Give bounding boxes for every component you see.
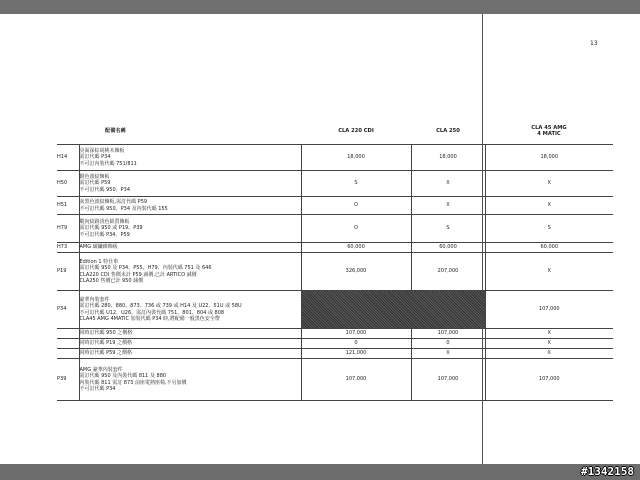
description-line: 灰黑色波紋飾板,需訂代碼 P59 <box>79 199 148 206</box>
option-description <box>79 171 301 197</box>
price-cell: 60,000 <box>411 243 485 253</box>
price-cell: 18,000 <box>411 145 485 171</box>
price-cell: X <box>485 349 613 359</box>
header-model-cla250: CLA 250 <box>411 118 485 145</box>
description-line: 需訂代碼 P34 <box>79 154 111 161</box>
description-line: AMG 豪華內裝套件 <box>79 366 123 373</box>
option-code: P19 <box>57 253 79 291</box>
table-row <box>57 329 613 339</box>
option-description <box>79 349 301 359</box>
table-row <box>57 197 613 215</box>
table-row <box>57 339 613 349</box>
table-row <box>57 349 613 359</box>
option-description <box>79 197 301 215</box>
description-line: AMG 碳纖維飾板 <box>79 244 118 251</box>
price-cell: 18,000 <box>485 145 613 171</box>
price-cell: X <box>485 329 613 339</box>
header-code <box>57 118 79 145</box>
option-description <box>79 243 301 253</box>
option-code: P34 <box>57 291 79 329</box>
description-line: 同時訂代碼 950 之價格 <box>79 330 133 337</box>
option-code: P39 <box>57 359 79 401</box>
price-cell: X <box>485 253 613 291</box>
price-cell: 207,000 <box>411 253 485 291</box>
description-line: 銀色波紋飾板 <box>79 173 110 180</box>
description-line: 需訂代碼 950 或 P19、P39 <box>79 225 143 232</box>
option-code <box>57 329 79 339</box>
table-row <box>57 253 613 291</box>
price-cell: 60,000 <box>485 243 613 253</box>
description-line: 縱向紋路淡色鋁質飾板 <box>79 218 130 225</box>
header-model-cla45amg <box>485 118 613 145</box>
price-cell: O <box>301 197 411 215</box>
description-line: CLA250 售價已計 950 減價 <box>79 277 144 284</box>
description-line: 不可訂代碼 950、P34 <box>79 186 131 193</box>
description-line: Edition 1 特仕車 <box>79 258 119 265</box>
description-line: 不可訂代碼 P34 <box>79 385 116 392</box>
option-code <box>57 339 79 349</box>
description-line: 需訂代碼 280、880、873、736 或 739 或 H14 及 U22、51U 或 58U <box>79 303 242 310</box>
price-cell: X <box>411 171 485 197</box>
description-line: 不可訂代碼 U12、U26、需訂內裝代碼 751、801、804 或 808 <box>79 309 225 316</box>
price-cell: 107,000 <box>301 329 411 339</box>
description-line: 不可訂代碼 P34、P59 <box>79 231 130 238</box>
price-cell: S <box>411 215 485 243</box>
description-line: 需訂代碼 950 及內裝代碼 811 及 880 <box>79 373 167 380</box>
table-row <box>57 291 613 329</box>
scan-bottom-strip <box>0 464 640 480</box>
watermark-id: #1342158 <box>581 465 634 478</box>
description-line: 同時訂代碼 P19 之價格 <box>79 340 133 347</box>
option-code: H51 <box>57 197 79 215</box>
price-cell: 107,000 <box>411 359 485 401</box>
price-cell: 107,000 <box>411 329 485 339</box>
price-cell: 107,000 <box>301 359 411 401</box>
price-cell: O <box>301 215 411 243</box>
option-description <box>79 359 301 401</box>
price-cell: X <box>411 197 485 215</box>
header-model-line: CLA 45 AMG <box>531 124 567 131</box>
price-cell: 18,000 <box>301 145 411 171</box>
description-line: CLA220 CDI 售價未計 P59 減價,已計 ARTICO 減價 <box>79 271 197 278</box>
option-code: H14 <box>57 145 79 171</box>
price-cell: 0 <box>301 339 411 349</box>
description-line: 內裝代碼 811 需訂 873 前座電熱座椅,不另加價 <box>79 379 187 386</box>
header-option-name: 配備名稱 <box>79 118 301 145</box>
price-cell: 0 <box>411 339 485 349</box>
price-cell: 60,000 <box>301 243 411 253</box>
description-line: 需訂代碼 950 及 P34、P55、H79、內裝代碼 751 及 646 <box>79 265 212 272</box>
table-row <box>57 215 613 243</box>
description-line: 豪華內裝套件 <box>79 296 110 303</box>
table-row <box>57 171 613 197</box>
options-price-table <box>57 118 613 401</box>
page-number: 13 <box>590 40 598 47</box>
price-cell: 107,000 <box>485 291 613 329</box>
price-cell: 121,000 <box>301 349 411 359</box>
table-header-row <box>57 118 613 145</box>
description-line: CLA45 AMG 4MATIC 加裝代碼 P34 時,將配備一般黑色安全帶 <box>79 315 220 322</box>
price-cell: X <box>485 171 613 197</box>
option-description <box>79 291 301 329</box>
header-model-line: 4 MATIC <box>537 131 561 137</box>
redacted-scan-noise <box>301 291 485 329</box>
option-code: H50 <box>57 171 79 197</box>
option-code: H79 <box>57 215 79 243</box>
option-code <box>57 349 79 359</box>
option-description <box>79 253 301 291</box>
description-line: 同時訂代碼 P59 之價格 <box>79 350 133 357</box>
option-description <box>79 339 301 349</box>
price-cell: 326,000 <box>301 253 411 291</box>
price-cell: 107,000 <box>485 359 613 401</box>
table-row <box>57 145 613 171</box>
description-line: 不可訂內裝代碼 751/811 <box>79 160 137 167</box>
option-code: H73 <box>57 243 79 253</box>
description-line: 亮面深棕胡桃木飾板 <box>79 147 125 154</box>
price-cell: X <box>485 197 613 215</box>
option-description <box>79 215 301 243</box>
description-line: 需訂代碼 P59 <box>79 180 111 187</box>
price-cell: X <box>411 349 485 359</box>
option-description <box>79 329 301 339</box>
option-description <box>79 145 301 171</box>
table-row <box>57 243 613 253</box>
price-cell: S <box>485 215 613 243</box>
table-body <box>57 145 613 401</box>
price-cell: S <box>301 171 411 197</box>
table-row <box>57 359 613 401</box>
description-line: 不可訂代碼 950、P34 及內裝代碼 155 <box>79 205 168 212</box>
header-model-cla220cdi: CLA 220 CDI <box>301 118 411 145</box>
price-cell: X <box>485 339 613 349</box>
